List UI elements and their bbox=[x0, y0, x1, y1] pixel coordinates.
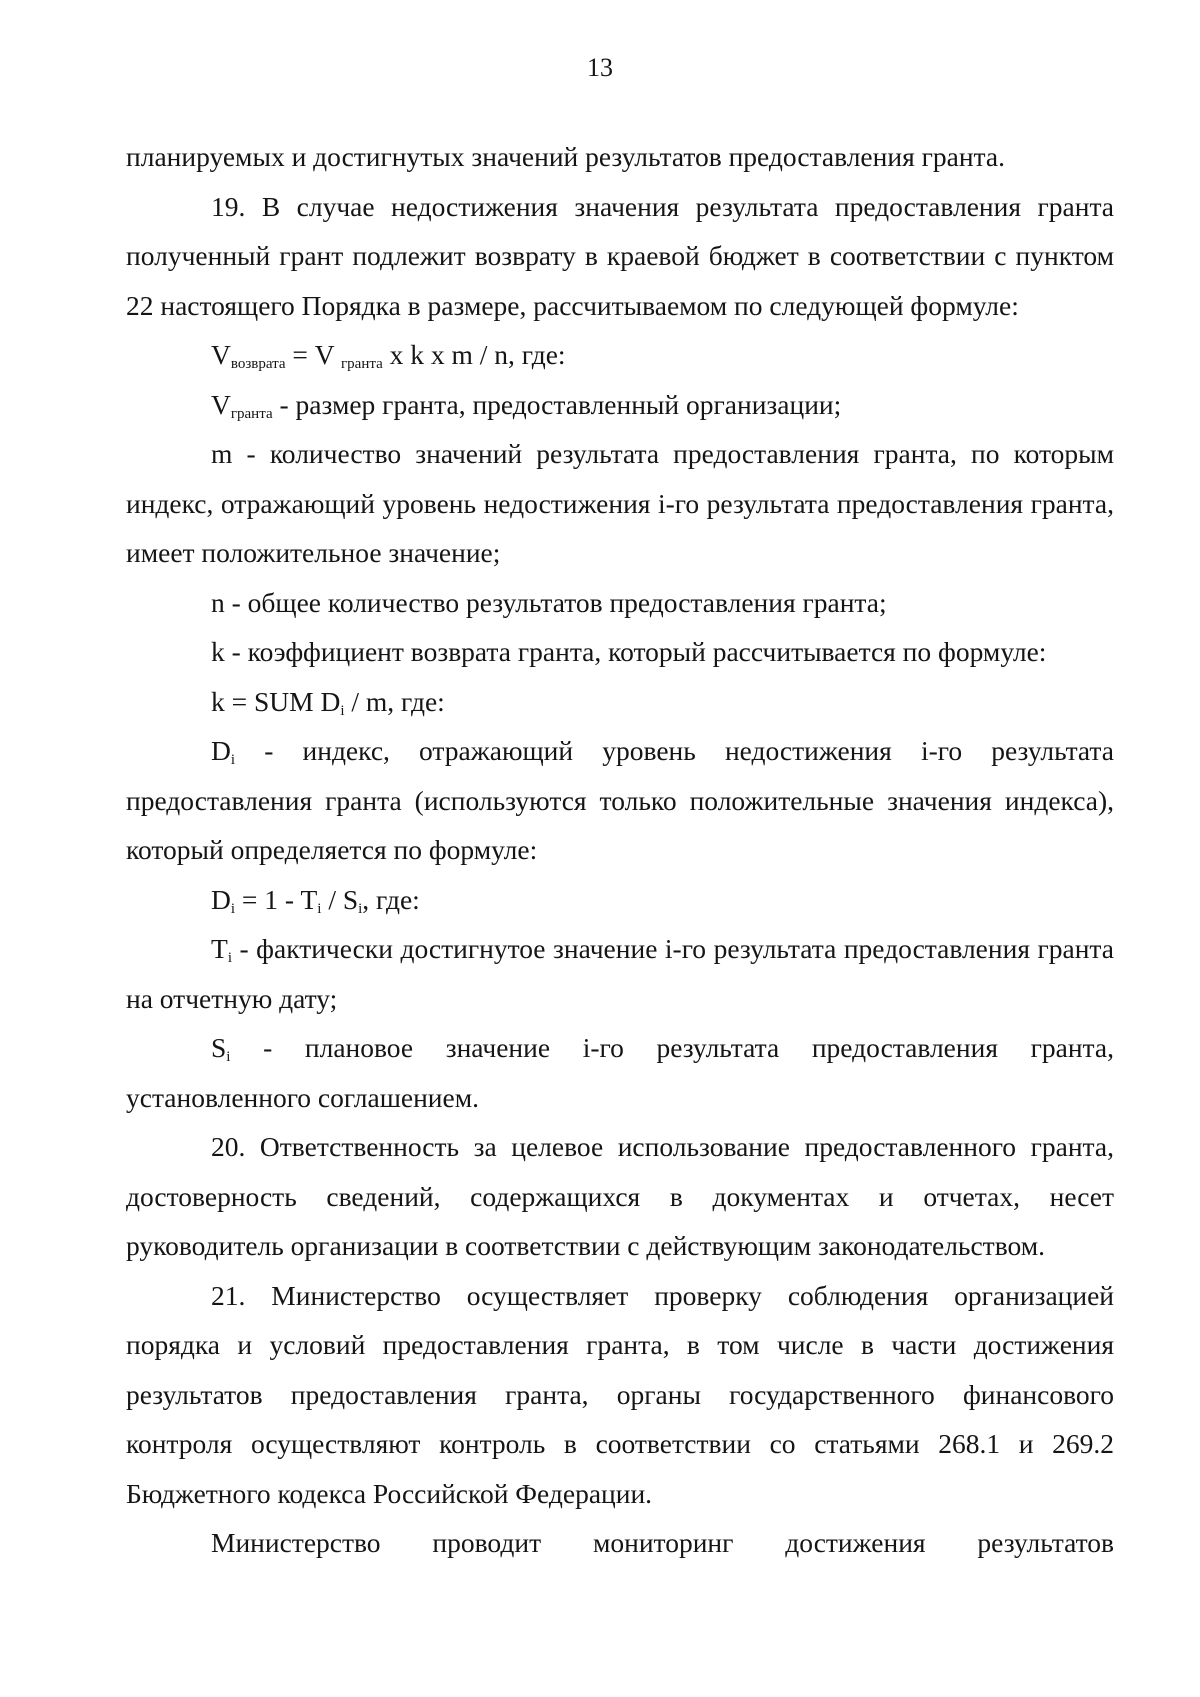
definition-n: n - общее количество результатов предоставления гранта; bbox=[211, 586, 887, 618]
page-number: 13 bbox=[587, 53, 613, 82]
formula-v-equals: = V bbox=[285, 339, 342, 370]
formula-k bbox=[126, 677, 1114, 727]
document-body bbox=[126, 132, 1114, 1568]
formula-k-subscript: i bbox=[340, 702, 345, 719]
definition-d-subscript: i bbox=[230, 752, 236, 768]
definition-d-text: - индекс, отражающий уровень недостижения i-го результата предоставления гранта (используются только положительные значения индекса), который определяется по формуле: bbox=[126, 735, 1114, 865]
definition-v-text: - размер гранта, предоставленный организации; bbox=[272, 388, 842, 420]
formula-v-return bbox=[126, 330, 1114, 380]
definition-m: m - количество значений результата предоставления гранта, по которым индекс, отражающий уровень недостижения i-го результата предоставления гранта, имеет положительное значение; bbox=[126, 438, 1114, 568]
paragraph-monitoring: Министерство проводит мониторинг достижения результатов bbox=[211, 1527, 1114, 1558]
formula-d-sub1: i bbox=[230, 900, 236, 917]
definition-s-subscript: i bbox=[226, 1049, 231, 1065]
definition-v-symbol: V bbox=[211, 388, 231, 420]
definition-k: k - коэффициент возврата гранта, который рассчитывается по формуле: bbox=[211, 636, 1047, 667]
paragraph-20: 20. Ответственность за целевое использование предоставленного гранта, достоверность сведений, содержащихся в документах и отчетах, несет руководитель организации в соответствии с действующим законодательством. bbox=[126, 1131, 1114, 1261]
formula-v-return-subscript: возврата bbox=[230, 356, 286, 372]
formula-d-a: D bbox=[211, 883, 231, 915]
definition-v-grant bbox=[126, 380, 1114, 430]
formula-d-sub3: i bbox=[358, 900, 363, 917]
definition-s-text: - плановое значение i-го результата предоставления гранта, установленного соглашением. bbox=[126, 1032, 1114, 1113]
formula-d-d: , где: bbox=[362, 883, 420, 915]
definition-t-symbol: T bbox=[211, 933, 228, 964]
paragraph-21: 21. Министерство осуществляет проверку соблюдения организацией порядка и условий предоставления гранта, в том числе в части достижения результатов предоставления гранта, органы государственного финансового контроля осуществляют контроль в соответствии со статьями 268.1 и 269.2 Бюджетного кодекса Российской Федерации. bbox=[126, 1279, 1114, 1509]
formula-v-rest: x k x m / n, где: bbox=[382, 339, 566, 370]
formula-d-sub2: i bbox=[317, 900, 322, 917]
formula-v-return-symbol: V bbox=[211, 339, 231, 370]
formula-d bbox=[126, 875, 1114, 925]
definition-d bbox=[126, 726, 1114, 875]
formula-d-b: = 1 - T bbox=[235, 883, 318, 915]
paragraph-continuation: планируемых и достигнутых значений результатов предоставления гранта. bbox=[126, 141, 1005, 172]
definition-v-subscript: гранта bbox=[230, 405, 273, 422]
paragraph-19: 19. В случае недостижения значения результата предоставления гранта полученный грант подлежит возврату в краевой бюджет в соответствии с пунктом 22 настоящего Порядка в размере, рассчитываемом по следующей формуле: bbox=[126, 190, 1114, 321]
definition-t bbox=[126, 924, 1114, 1023]
formula-k-left: k = SUM D bbox=[211, 685, 341, 717]
definition-s-symbol: S bbox=[211, 1032, 227, 1063]
formula-d-c: / S bbox=[321, 883, 359, 915]
definition-s bbox=[126, 1023, 1114, 1122]
definition-t-text: - фактически достигнутое значение i-го результата предоставления гранта на отчетную дату; bbox=[126, 933, 1114, 1014]
formula-k-right: / m, где: bbox=[344, 685, 445, 717]
formula-v-grant-subscript: гранта bbox=[341, 356, 383, 372]
definition-d-symbol: D bbox=[211, 735, 231, 766]
definition-t-subscript: i bbox=[227, 950, 232, 966]
